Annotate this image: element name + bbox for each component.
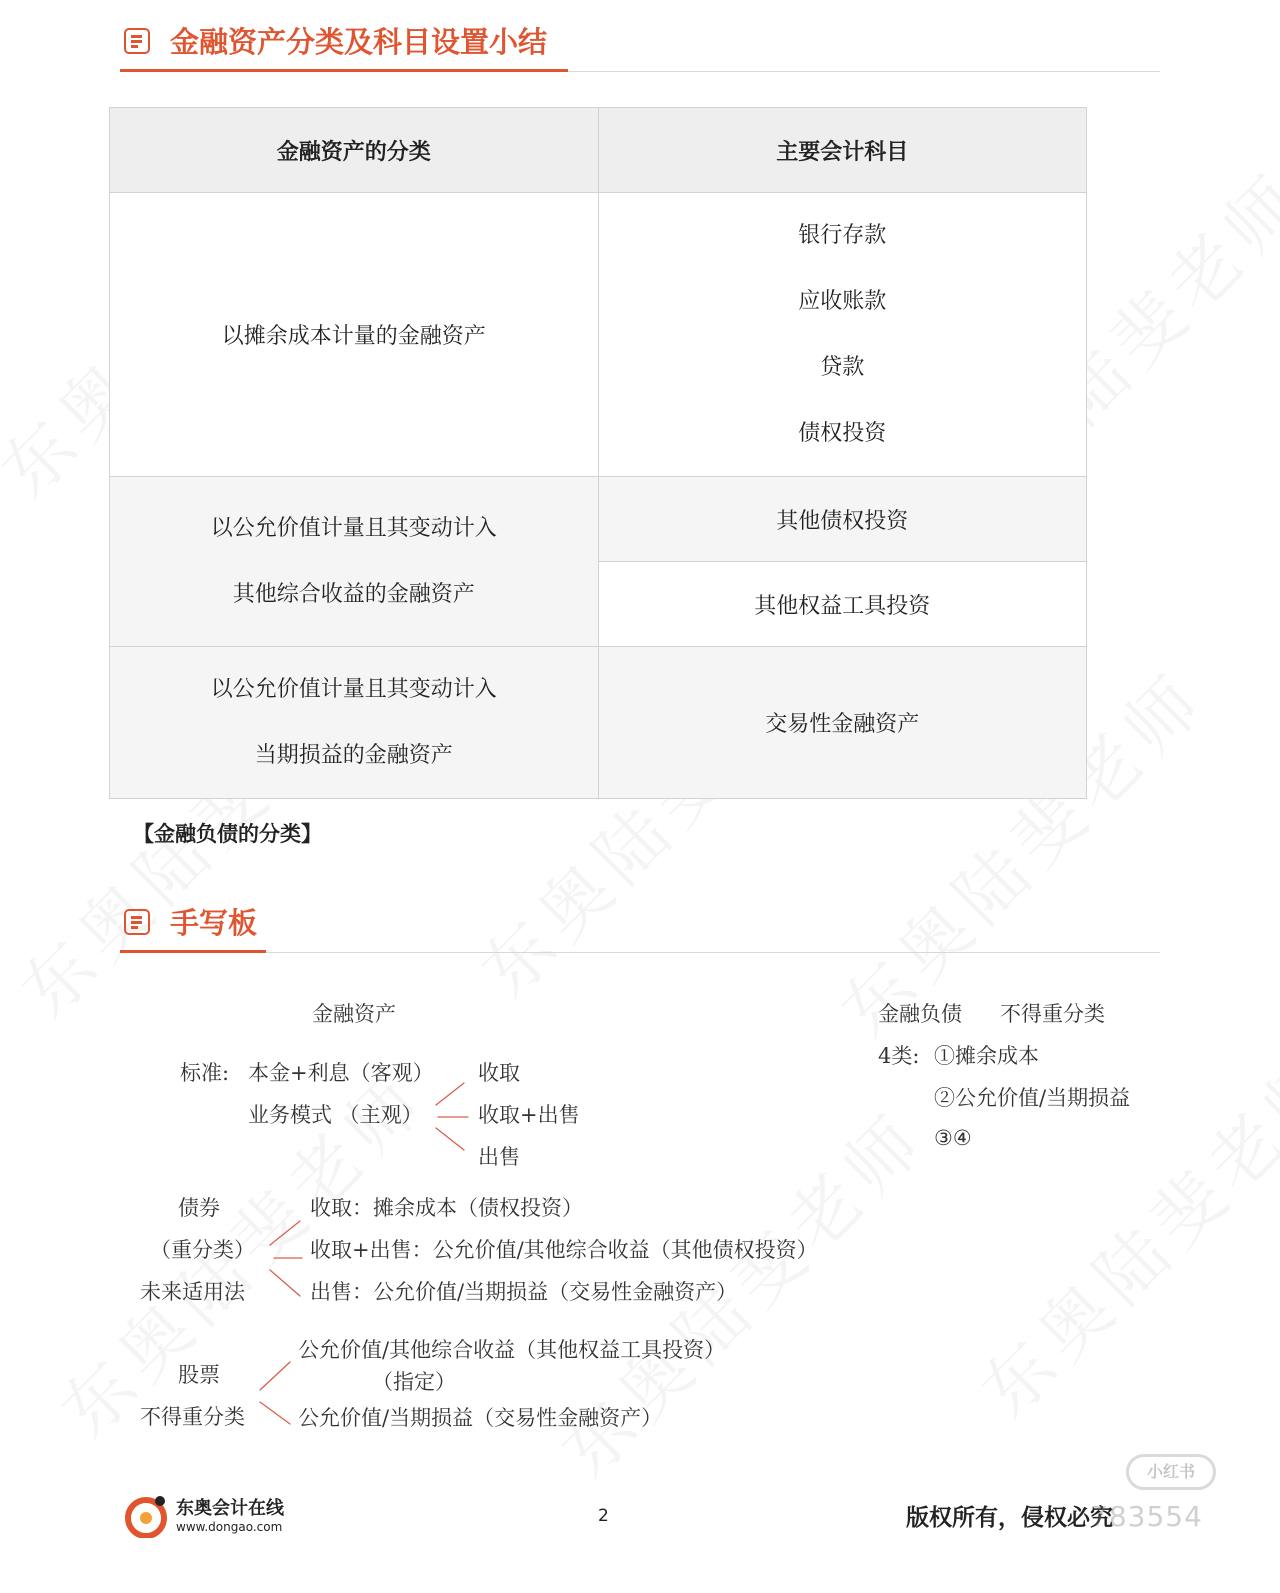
account-item: 其他权益工具投资: [598, 562, 1087, 647]
section-title: 手写板: [170, 906, 258, 940]
hw-fl-item: ①摊余成本: [934, 1044, 1039, 1068]
accounts-cell: [598, 193, 1087, 477]
connector-stroke: [436, 1083, 464, 1105]
hw-fa-title: 金融资产: [312, 1002, 396, 1026]
hw-stock-label: 股票: [178, 1363, 220, 1387]
dongao-logo-icon: [124, 1492, 170, 1538]
connector-stroke: [260, 1362, 290, 1390]
category-text: 以公允价值计量且其变动计入: [210, 676, 497, 702]
title-underline: [120, 950, 266, 953]
hw-fl-four: 4类:: [878, 1044, 920, 1068]
title-underline: [120, 69, 568, 72]
category-cell: [110, 647, 599, 799]
hw-stock-line: （指定）: [372, 1370, 456, 1394]
table-header: 金融资产的分类: [110, 108, 599, 193]
account-item: 交易性金融资产: [598, 647, 1087, 799]
hw-bond-line: 收取+出售：公允价值/其他综合收益（其他债权投资）: [310, 1238, 818, 1262]
account-item: 债权投资: [798, 420, 887, 446]
copyright-notice: 版权所有，侵权必究: [906, 1505, 1113, 1531]
hw-fl-item: ③④: [934, 1126, 972, 1150]
hw-bm-option: 收取: [478, 1061, 520, 1085]
hw-fl-item: ②公允价值/当期损益: [934, 1086, 1131, 1110]
xiaohongshu-watermark-icon: 小红书: [1126, 1454, 1216, 1490]
hw-business-model: 业务模式 （主观）: [248, 1103, 423, 1127]
hw-bond-line: 出售：公允价值/当期损益（交易性金融资产）: [310, 1280, 738, 1304]
hw-bm-option: 收取+出售: [478, 1103, 580, 1127]
list-icon: [124, 909, 150, 935]
overlay-id: 783554: [1090, 1500, 1203, 1533]
category-cell: [110, 477, 599, 647]
liability-classification-label: 【金融负债的分类】: [133, 822, 322, 846]
page-number: 2: [598, 1506, 609, 1526]
hw-bond-label: 未来适用法: [140, 1280, 245, 1304]
hw-criteria-value: 本金+利息（客观）: [248, 1061, 434, 1085]
category-text: 以摊余成本计量的金融资产: [221, 324, 486, 349]
list-icon: [124, 28, 150, 54]
hw-stock-line: 公允价值/其他综合收益（其他权益工具投资）: [298, 1338, 726, 1362]
classification-table: [109, 107, 1087, 799]
hw-stock-label: 不得重分类: [140, 1405, 245, 1429]
account-item: 银行存款: [798, 222, 887, 248]
footer-brand: 东奥会计在线: [176, 1498, 284, 1519]
footer-url[interactable]: www.dongao.com: [176, 1520, 283, 1534]
connector-stroke: [270, 1221, 300, 1245]
category-text: 其他综合收益的金融资产: [232, 581, 475, 607]
hw-bond-label: 债券: [178, 1196, 220, 1220]
category-text: 当期损益的金融资产: [254, 742, 453, 768]
account-item: 贷款: [820, 354, 865, 380]
account-item: 其他债权投资: [598, 477, 1087, 562]
hw-criteria-label: 标准:: [180, 1061, 230, 1085]
connector-stroke: [436, 1128, 464, 1150]
account-item: 应收账款: [798, 288, 887, 314]
connector-stroke: [260, 1402, 290, 1424]
category-cell: [110, 193, 599, 477]
divider: [120, 952, 1160, 953]
connector-stroke: [270, 1270, 300, 1296]
hw-stock-line: 公允价值/当期损益（交易性金融资产）: [298, 1406, 663, 1430]
hw-bond-label: （重分类）: [150, 1238, 255, 1262]
hw-fl-title: 金融负债: [878, 1002, 962, 1026]
hw-bm-option: 出售: [478, 1145, 520, 1169]
hw-fl-no-reclass: 不得重分类: [1000, 1002, 1105, 1026]
table-header: 主要会计科目: [598, 108, 1087, 193]
hw-bond-line: 收取：摊余成本（债权投资）: [310, 1196, 583, 1220]
section-title: 金融资产分类及科目设置小结: [170, 25, 548, 59]
category-text: 以公允价值计量且其变动计入: [210, 515, 497, 541]
